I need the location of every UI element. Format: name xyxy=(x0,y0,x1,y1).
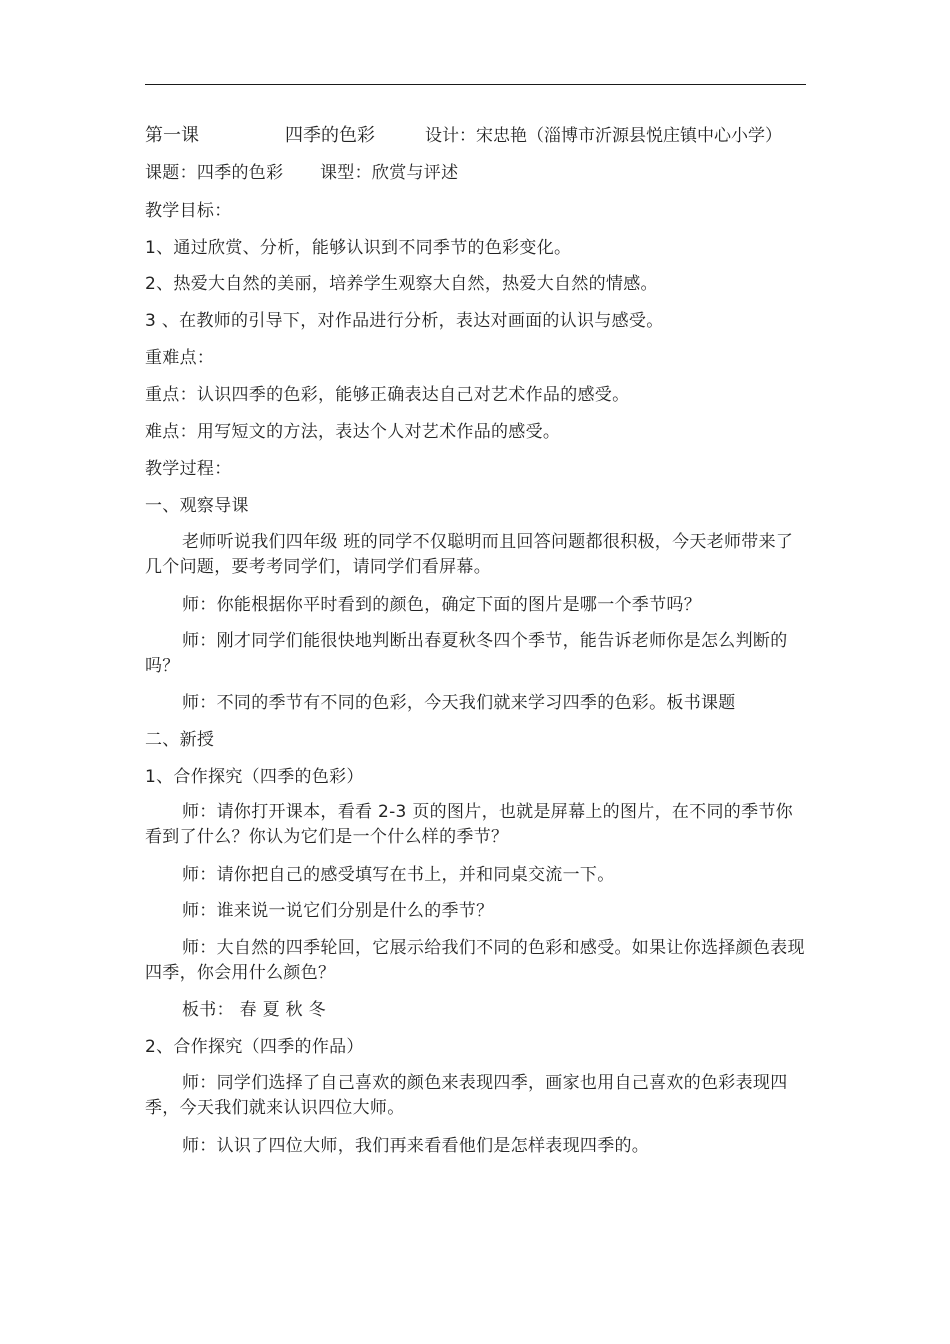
paragraph: 师：谁来说一说它们分别是什么的季节？ xyxy=(182,901,494,921)
paragraph: 师：同学们选择了自己喜欢的颜色来表现四季，画家也用自己喜欢的色彩表现四季，今天我们就来认识四位大师。 xyxy=(145,1073,788,1118)
objectives-heading: 教学目标： xyxy=(145,201,232,221)
lesson-topic: 四季的色彩 xyxy=(285,125,375,146)
paragraph: 师：请你打开课本，看看 2-3 页的图片，也就是屏幕上的图片，在不同的季节你看到了什么？你认为它们是一个什么样的季节？ xyxy=(145,802,793,847)
process-heading: 教学过程： xyxy=(145,459,232,479)
lesson-type: 课型：欣赏与评述 xyxy=(320,163,459,183)
paragraph: 师：不同的季节有不同的色彩，今天我们就来学习四季的色彩。板书课题 xyxy=(182,693,736,713)
subsection-title: 1、合作探究（四季的色彩） xyxy=(145,767,364,787)
difficult-point: 难点：用写短文的方法，表达个人对艺术作品的感受。 xyxy=(145,422,561,442)
key-point: 重点：认识四季的色彩，能够正确表达自己对艺术作品的感受。 xyxy=(145,385,630,405)
paragraph: 师：你能根据你平时看到的颜色，确定下面的图片是哪一个季节吗？ xyxy=(182,595,701,615)
lesson-subject: 课题：四季的色彩 xyxy=(145,163,284,183)
board-writing: 板书： 春 夏 秋 冬 xyxy=(182,1000,326,1020)
paragraph: 师：大自然的四季轮回，它展示给我们不同的色彩和感受。如果让你选择颜色表现四季，你会用什么颜色？ xyxy=(145,938,805,983)
objective-item: 2、热爱大自然的美丽，培养学生观察大自然，热爱大自然的情感。 xyxy=(145,274,658,294)
section-title: 一、观察导课 xyxy=(145,496,249,516)
objective-item: 1、通过欣赏、分析，能够认识到不同季节的色彩变化。 xyxy=(145,238,572,258)
paragraph: 老师听说我们四年级 班的同学不仅聪明而且回答问题都很积极，今天老师带来了几个问题，要考考同学们，请同学们看屏幕。 xyxy=(145,532,794,577)
lesson-designer: 设计：宋忠艳（淄博市沂源县悦庄镇中心小学） xyxy=(425,126,782,146)
paragraph: 师：请你把自己的感受填写在书上，并和同桌交流一下。 xyxy=(182,865,615,885)
header-rule xyxy=(145,84,806,85)
lesson-number: 第一课 xyxy=(145,125,199,146)
paragraph: 师：认识了四位大师，我们再来看看他们是怎样表现四季的。 xyxy=(182,1136,650,1156)
objective-item: 3 、在教师的引导下，对作品进行分析，表达对画面的认识与感受。 xyxy=(145,311,664,331)
subsection-title: 2、合作探究（四季的作品） xyxy=(145,1037,364,1057)
paragraph: 师：刚才同学们能很快地判断出春夏秋冬四个季节，能告诉老师你是怎么判断的吗？ xyxy=(145,631,788,676)
section-title: 二、新授 xyxy=(145,730,215,750)
keypoints-heading: 重难点： xyxy=(145,348,215,368)
